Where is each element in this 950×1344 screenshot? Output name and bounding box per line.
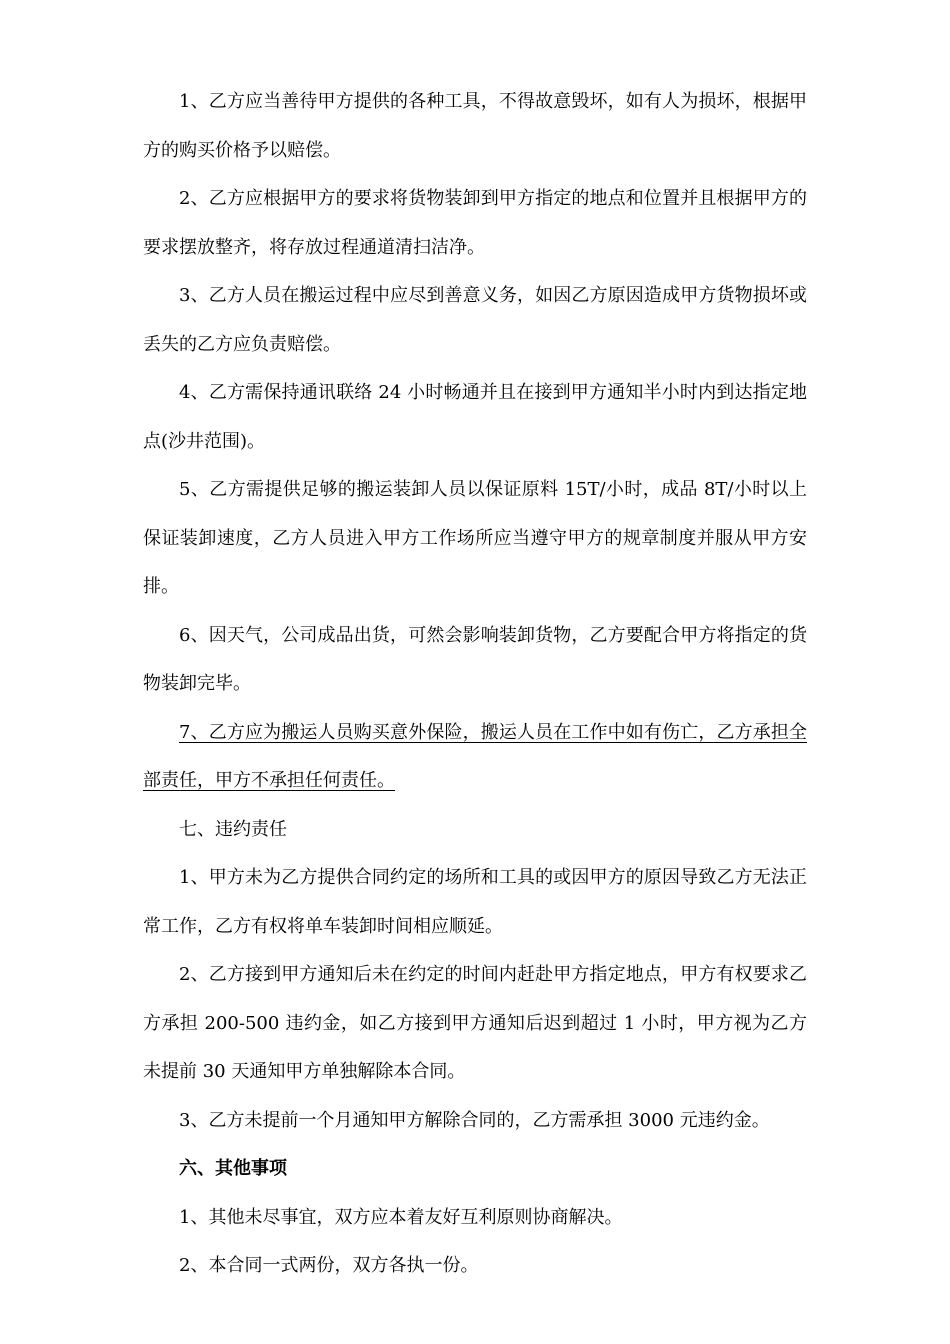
- clause-6: 6、因天气，公司成品出货，可然会影响装卸货物，乙方要配合甲方将指定的货物装卸完毕。: [143, 624, 807, 694]
- section-heading-breach: 七、违约责任: [179, 818, 287, 840]
- clause-2: 2、乙方应根据甲方的要求将货物装卸到甲方指定的地点和位置并且根据甲方的要求摆放整齐，将存放过程通道清扫洁净。: [143, 188, 807, 258]
- breach-item-3: 3、乙方未提前一个月通知甲方解除合同的，乙方需承担 3000 元违约金。: [179, 1109, 770, 1131]
- clause-7-text: 7、乙方应为搬运人员购买意外保险，搬运人员在工作中如有伤亡，乙方承担全部责任，甲方不承担任何责任。: [143, 721, 807, 791]
- clause-5: 5、乙方需提供足够的搬运装卸人员以保证原料 15T/小时，成品 8T/小时以上保证装卸速度，乙方人员进入甲方工作场所应当遵守甲方的规章制度并服从甲方安排。: [143, 479, 807, 597]
- clause-7: [143, 709, 807, 806]
- breach-item-2: 2、乙方接到甲方通知后未在约定的时间内赶赴甲方指定地点，甲方有权要求乙方承担 200-500 违约金，如乙方接到甲方通知后迟到超过 1 小时，甲方视为乙方未提前 30 天通知甲方单独解除本合同。: [143, 964, 807, 1082]
- other-item-2: 2、本合同一式两份，双方各执一份。: [179, 1255, 479, 1276]
- clause-1: 1、乙方应当善待甲方提供的各种工具，不得故意毁坏，如有人为损坏，根据甲方的购买价格予以赔偿。: [143, 91, 807, 161]
- breach-item-1: 1、甲方未为乙方提供合同约定的场所和工具的或因甲方的原因导致乙方无法正常工作，乙方有权将单车装卸时间相应顺延。: [143, 867, 807, 937]
- clause-3: 3、乙方人员在搬运过程中应尽到善意义务，如因乙方原因造成甲方货物损坏或丢失的乙方应负责赔偿。: [143, 285, 807, 355]
- clause-4: 4、乙方需保持通讯联络 24 小时畅通并且在接到甲方通知半小时内到达指定地点(沙井范围)。: [143, 382, 807, 452]
- section-heading-other: 六、其他事项: [179, 1158, 287, 1179]
- document-body: [143, 78, 807, 1291]
- other-item-1: 1、其他未尽事宜，双方应本着友好互利原则协商解决。: [179, 1206, 623, 1228]
